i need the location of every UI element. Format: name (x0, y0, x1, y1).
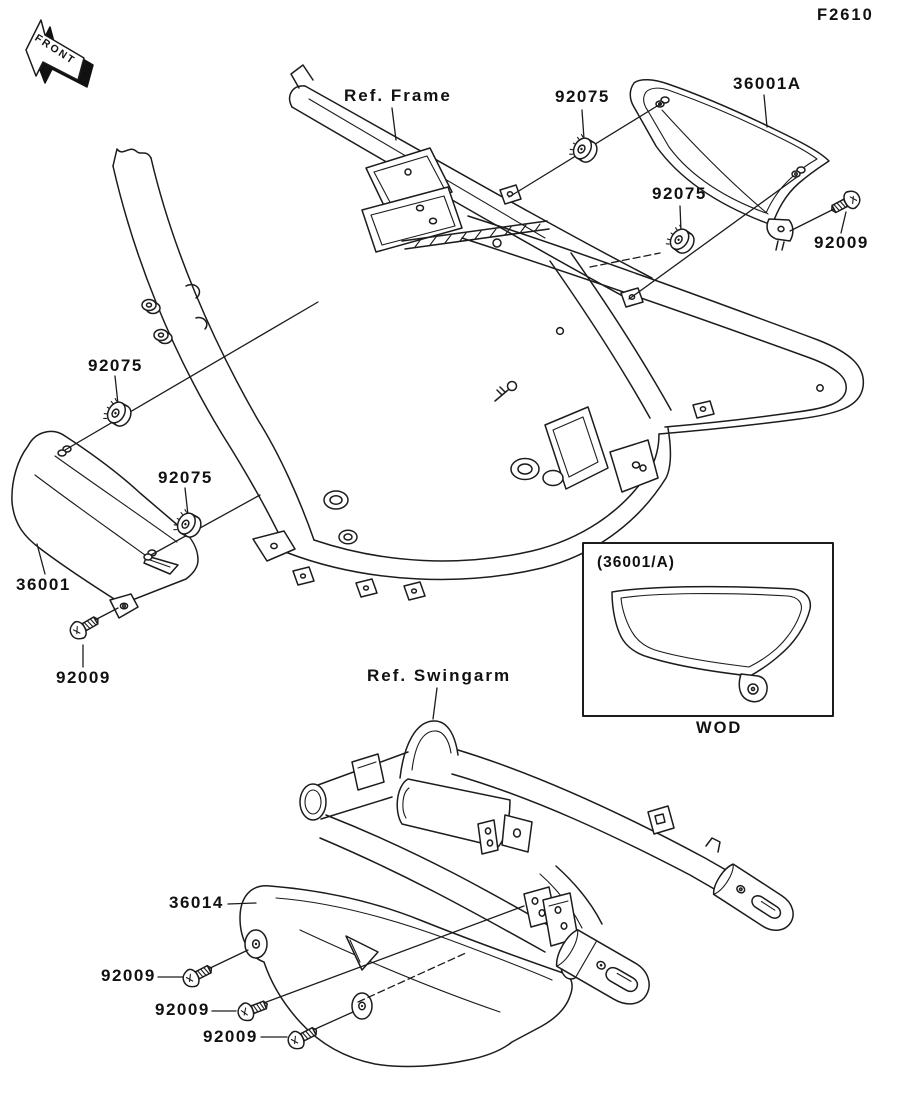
figure-code: F2610 (817, 6, 874, 24)
grommet-92075-top (568, 133, 601, 166)
callout-cover-left: 36001 (16, 575, 71, 594)
callout-screw-left: 92009 (56, 668, 111, 687)
callout-grommet-left-lower: 92075 (158, 468, 213, 487)
callout-chain-cover: 36014 (169, 893, 224, 912)
callout-cover-right: 36001A (733, 74, 802, 93)
callout-screw-bottom-1: 92009 (101, 966, 156, 985)
callout-screw-right: 92009 (814, 233, 869, 252)
screw-92009-left (67, 611, 102, 642)
grommet-92075-left-upper (102, 397, 135, 429)
callout-grommet-top: 92075 (555, 87, 610, 106)
callout-screw-bottom-2: 92009 (155, 1000, 210, 1019)
callout-ref-frame: Ref. Frame (344, 86, 452, 105)
inset-watermark: WOD (696, 719, 743, 737)
inset-caption: (36001/A) (597, 554, 675, 571)
callout-screw-bottom-3: 92009 (203, 1027, 258, 1046)
right-side-cover-drawing (630, 80, 829, 250)
screw-92009-bottom-2 (236, 996, 271, 1024)
callout-grommet-right: 92075 (652, 184, 707, 203)
front-marker-label: FRONT (32, 32, 78, 68)
screw-92009-bottom-1 (180, 960, 215, 990)
callout-ref-swingarm: Ref. Swingarm (367, 666, 512, 685)
callout-grommet-left-upper: 92075 (88, 356, 143, 375)
